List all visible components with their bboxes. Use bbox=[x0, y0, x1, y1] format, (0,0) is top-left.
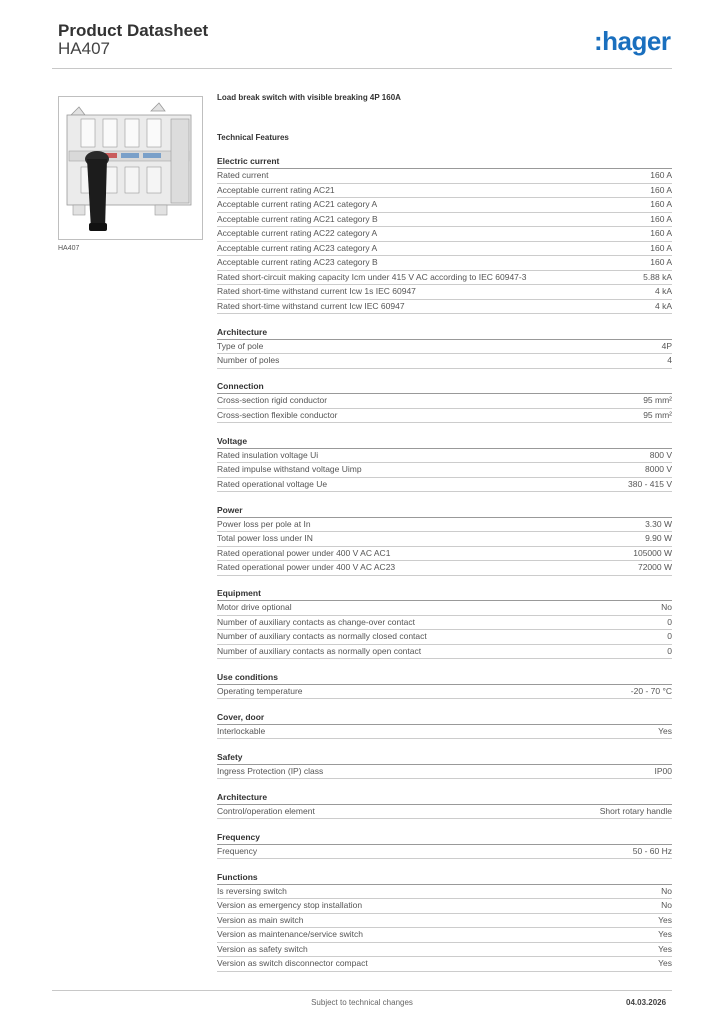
footer-note: Subject to technical changes bbox=[311, 998, 413, 1007]
spec-row bbox=[217, 213, 672, 228]
spec-value: 105000 W bbox=[633, 547, 672, 558]
spec-sections bbox=[217, 155, 672, 972]
spec-row bbox=[217, 354, 672, 369]
spec-row bbox=[217, 845, 672, 860]
spec-label: Version as emergency stop installation bbox=[217, 900, 363, 910]
section-spacer bbox=[217, 859, 672, 871]
spec-row bbox=[217, 601, 672, 616]
spec-row bbox=[217, 616, 672, 631]
spec-value: Yes bbox=[658, 958, 672, 968]
spec-value: 160 A bbox=[650, 184, 672, 195]
spec-label: Rated short-time withstand current Icw 1s IEC 60947 bbox=[217, 286, 416, 296]
section-heading: Functions bbox=[217, 871, 672, 885]
spec-label: Cross-section rigid conductor bbox=[217, 395, 328, 405]
spec-label: Number of auxiliary contacts as normally open contact bbox=[217, 645, 422, 656]
section-heading: Equipment bbox=[217, 587, 672, 601]
section-spacer bbox=[217, 369, 672, 381]
section-heading: Connection bbox=[217, 380, 672, 394]
footer-date: 04.03.2026 bbox=[626, 998, 667, 1007]
spec-row bbox=[217, 409, 672, 424]
section-heading: Frequency bbox=[217, 831, 672, 845]
spec-label: Version as safety switch bbox=[217, 943, 308, 954]
spec-row bbox=[217, 928, 672, 943]
spec-label: Rated operational power under 400 V AC AC23 bbox=[217, 562, 396, 572]
spec-section bbox=[217, 155, 672, 314]
section-heading: Voltage bbox=[217, 435, 672, 449]
section-heading: Architecture bbox=[217, 791, 672, 805]
page-title: Product Datasheet bbox=[58, 21, 209, 40]
spec-label: Acceptable current rating AC21 bbox=[217, 184, 335, 195]
spec-label: Cross-section flexible conductor bbox=[217, 409, 338, 420]
spec-row bbox=[217, 300, 672, 315]
product-reference: HA407 bbox=[58, 39, 110, 58]
spec-value: 50 - 60 Hz bbox=[632, 845, 672, 856]
spec-row bbox=[217, 547, 672, 562]
spec-value: 9.90 W bbox=[645, 533, 672, 543]
section-spacer bbox=[217, 699, 672, 711]
spec-value: Yes bbox=[658, 725, 672, 736]
spec-section bbox=[217, 791, 672, 820]
spec-row bbox=[217, 271, 672, 286]
spec-value: 8000 V bbox=[645, 464, 672, 474]
spec-section bbox=[217, 671, 672, 700]
technical-features-title: Technical Features bbox=[217, 133, 289, 142]
spec-row bbox=[217, 285, 672, 300]
spec-label: Rated short-circuit making capacity Icm under 415 V AC according to IEC 60947-3 bbox=[217, 271, 527, 282]
spec-label: Rated operational voltage Ue bbox=[217, 478, 328, 489]
spec-value: No bbox=[661, 602, 672, 612]
spec-label: Rated current bbox=[217, 170, 269, 180]
spec-section bbox=[217, 326, 672, 369]
spec-value: 800 V bbox=[649, 449, 672, 460]
section-spacer bbox=[217, 779, 672, 791]
spec-row bbox=[217, 169, 672, 184]
spec-section bbox=[217, 751, 672, 780]
image-caption: HA407 bbox=[58, 245, 80, 252]
spec-row bbox=[217, 184, 672, 199]
spec-value: 160 A bbox=[650, 242, 672, 253]
spec-value: Yes bbox=[658, 914, 672, 925]
spec-label: Power loss per pole at In bbox=[217, 518, 311, 529]
section-heading: Cover, door bbox=[217, 711, 672, 725]
spec-section bbox=[217, 435, 672, 493]
spec-row bbox=[217, 340, 672, 355]
spec-value: 160 A bbox=[650, 199, 672, 209]
spec-label: Motor drive optional bbox=[217, 602, 292, 612]
spec-value: 5.88 kA bbox=[643, 271, 672, 282]
section-spacer bbox=[217, 739, 672, 751]
spec-value: 380 - 415 V bbox=[628, 478, 672, 489]
spec-value: No bbox=[661, 885, 672, 896]
spec-label: Number of poles bbox=[217, 355, 280, 365]
spec-row bbox=[217, 943, 672, 958]
spec-value: 3.30 W bbox=[645, 518, 672, 529]
product-title: Load break switch with visible breaking 4P 160A bbox=[217, 93, 401, 102]
spec-label: Is reversing switch bbox=[217, 885, 287, 896]
spec-row bbox=[217, 532, 672, 547]
section-spacer bbox=[217, 423, 672, 435]
spec-value: 4 kA bbox=[654, 300, 672, 311]
spec-value: -20 - 70 °C bbox=[630, 685, 672, 696]
spec-label: Acceptable current rating AC23 category B bbox=[217, 257, 378, 267]
spec-value: Yes bbox=[658, 929, 672, 939]
spec-value: Short rotary handle bbox=[599, 805, 672, 816]
section-heading: Power bbox=[217, 504, 672, 518]
spec-row bbox=[217, 914, 672, 929]
spec-label: Version as maintenance/service switch bbox=[217, 929, 363, 939]
spec-label: Rated operational power under 400 V AC AC1 bbox=[217, 547, 391, 558]
spec-value: IP00 bbox=[654, 765, 672, 776]
spec-value: 160 A bbox=[650, 170, 672, 180]
spec-label: Acceptable current rating AC21 category A bbox=[217, 199, 378, 209]
section-heading: Use conditions bbox=[217, 671, 672, 685]
spec-section bbox=[217, 831, 672, 860]
section-spacer bbox=[217, 659, 672, 671]
spec-value: 160 A bbox=[650, 228, 672, 238]
spec-row bbox=[217, 885, 672, 900]
spec-label: Type of pole bbox=[217, 340, 264, 351]
spec-label: Acceptable current rating AC23 category A bbox=[217, 242, 378, 253]
spec-value: 4 kA bbox=[654, 286, 672, 296]
spec-label: Interlockable bbox=[217, 725, 266, 736]
spec-label: Ingress Protection (IP) class bbox=[217, 765, 324, 776]
spec-label: Version as main switch bbox=[217, 914, 304, 925]
spec-value: 0 bbox=[667, 616, 672, 627]
spec-row bbox=[217, 242, 672, 257]
section-heading: Safety bbox=[217, 751, 672, 765]
section-heading: Architecture bbox=[217, 326, 672, 340]
section-spacer bbox=[217, 492, 672, 504]
spec-value: Yes bbox=[658, 943, 672, 954]
spec-label: Frequency bbox=[217, 845, 258, 856]
spec-row bbox=[217, 227, 672, 242]
spec-value: 0 bbox=[667, 631, 672, 641]
spec-row bbox=[217, 805, 672, 820]
spec-section bbox=[217, 871, 672, 972]
spec-value: 72000 W bbox=[637, 562, 672, 572]
spec-label: Total power loss under IN bbox=[217, 533, 313, 543]
spec-value: No bbox=[661, 900, 672, 910]
spec-value: 160 A bbox=[650, 213, 672, 224]
section-spacer bbox=[217, 576, 672, 588]
hager-logo: :hager bbox=[594, 26, 671, 56]
spec-row bbox=[217, 478, 672, 493]
spec-section bbox=[217, 587, 672, 659]
spec-label: Control/operation element bbox=[217, 805, 315, 816]
spec-row bbox=[217, 256, 672, 271]
spec-row bbox=[217, 899, 672, 914]
section-spacer bbox=[217, 314, 672, 326]
spec-value: 4P bbox=[661, 340, 672, 351]
spec-section bbox=[217, 711, 672, 740]
section-heading: Electric current bbox=[217, 155, 672, 169]
spec-section bbox=[217, 504, 672, 576]
spec-row bbox=[217, 463, 672, 478]
switch-illustration bbox=[59, 97, 202, 239]
spec-row bbox=[217, 449, 672, 464]
product-image bbox=[58, 96, 203, 240]
spec-label: Number of auxiliary contacts as normally closed contact bbox=[217, 631, 427, 641]
spec-label: Version as switch disconnector compact bbox=[217, 958, 368, 968]
spec-value: 0 bbox=[667, 645, 672, 656]
footer-divider bbox=[52, 990, 672, 991]
spec-section bbox=[217, 380, 672, 423]
section-spacer bbox=[217, 819, 672, 831]
spec-row bbox=[217, 630, 672, 645]
spec-row bbox=[217, 645, 672, 660]
spec-label: Acceptable current rating AC22 category A bbox=[217, 228, 378, 238]
spec-content bbox=[217, 93, 672, 972]
spec-label: Number of auxiliary contacts as change-over contact bbox=[217, 616, 415, 627]
spec-label: Acceptable current rating AC21 category B bbox=[217, 213, 378, 224]
spec-label: Rated impulse withstand voltage Uimp bbox=[217, 464, 362, 474]
header-divider bbox=[52, 68, 672, 69]
spec-value: 160 A bbox=[650, 257, 672, 267]
spec-row bbox=[217, 198, 672, 213]
spec-label: Rated insulation voltage Ui bbox=[217, 449, 319, 460]
spec-row bbox=[217, 685, 672, 700]
spec-row bbox=[217, 394, 672, 409]
spec-row bbox=[217, 957, 672, 972]
spec-value: 4 bbox=[667, 355, 672, 365]
spec-row bbox=[217, 725, 672, 740]
spec-value: 95 mm² bbox=[643, 395, 672, 405]
spec-row bbox=[217, 518, 672, 533]
spec-row bbox=[217, 561, 672, 576]
spec-value: 95 mm² bbox=[643, 409, 672, 420]
spec-label: Rated short-time withstand current Icw IEC 60947 bbox=[217, 300, 405, 311]
spec-label: Operating temperature bbox=[217, 685, 303, 696]
spec-row bbox=[217, 765, 672, 780]
